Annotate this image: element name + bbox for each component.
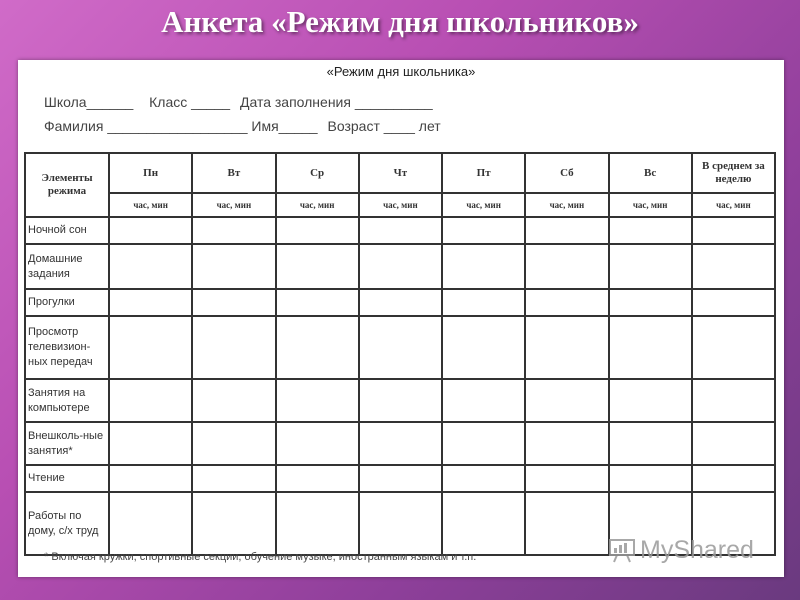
time-cell[interactable] — [192, 492, 275, 555]
unit-header: час, мин — [192, 193, 275, 217]
time-cell[interactable] — [609, 217, 692, 244]
time-cell[interactable] — [525, 244, 608, 289]
time-cell[interactable] — [692, 289, 775, 316]
time-cell[interactable] — [276, 244, 359, 289]
time-cell[interactable] — [525, 217, 608, 244]
schedule-table — [24, 152, 776, 556]
time-cell[interactable] — [192, 422, 275, 465]
time-cell[interactable] — [109, 379, 192, 422]
day-header: Пт — [442, 153, 525, 193]
table-row — [25, 244, 775, 289]
time-cell[interactable] — [109, 217, 192, 244]
time-cell[interactable] — [525, 316, 608, 379]
watermark — [608, 535, 754, 565]
time-cell[interactable] — [359, 492, 442, 555]
time-cell[interactable] — [276, 217, 359, 244]
table-row — [25, 289, 775, 316]
age-field: Возраст ____ лет — [327, 118, 441, 134]
time-cell[interactable] — [442, 244, 525, 289]
time-cell[interactable] — [359, 289, 442, 316]
time-cell[interactable] — [359, 217, 442, 244]
class-field: Класс _____ — [149, 94, 231, 110]
time-cell[interactable] — [276, 379, 359, 422]
row-label: Занятия на компьютере — [25, 379, 109, 422]
time-cell[interactable] — [276, 465, 359, 492]
time-cell[interactable] — [109, 492, 192, 555]
time-cell[interactable] — [109, 422, 192, 465]
row-label: Прогулки — [25, 289, 109, 316]
time-cell[interactable] — [442, 379, 525, 422]
unit-header: час, мин — [442, 193, 525, 217]
day-header: Сб — [525, 153, 608, 193]
time-cell[interactable] — [109, 244, 192, 289]
date-field: Дата заполнения __________ — [239, 94, 433, 110]
school-field: Школа______ — [44, 94, 134, 110]
time-cell[interactable] — [442, 217, 525, 244]
unit-header: час, мин — [359, 193, 442, 217]
table-row — [25, 379, 775, 422]
time-cell[interactable] — [276, 289, 359, 316]
time-cell[interactable] — [692, 244, 775, 289]
time-cell[interactable] — [109, 289, 192, 316]
time-cell[interactable] — [359, 379, 442, 422]
name-field: Имя_____ — [251, 118, 318, 134]
form-line-school — [44, 94, 433, 110]
time-cell[interactable] — [192, 316, 275, 379]
table-row — [25, 422, 775, 465]
time-cell[interactable] — [692, 465, 775, 492]
time-cell[interactable] — [359, 244, 442, 289]
time-cell[interactable] — [442, 492, 525, 555]
time-cell[interactable] — [609, 289, 692, 316]
time-cell[interactable] — [276, 316, 359, 379]
time-cell[interactable] — [276, 422, 359, 465]
row-label: Работы по дому, с/х труд — [25, 492, 109, 555]
time-cell[interactable] — [109, 316, 192, 379]
table-row — [25, 316, 775, 379]
time-cell[interactable] — [525, 465, 608, 492]
time-cell[interactable] — [192, 244, 275, 289]
time-cell[interactable] — [192, 289, 275, 316]
unit-header: час, мин — [276, 193, 359, 217]
time-cell[interactable] — [692, 379, 775, 422]
day-header: Ср — [276, 153, 359, 193]
table-row — [25, 217, 775, 244]
surname-field: Фамилия __________________ — [44, 118, 248, 134]
time-cell[interactable] — [109, 465, 192, 492]
day-header-row — [25, 153, 775, 193]
time-cell[interactable] — [442, 316, 525, 379]
time-cell[interactable] — [276, 492, 359, 555]
time-cell[interactable] — [192, 379, 275, 422]
time-cell[interactable] — [609, 379, 692, 422]
presentation-board-icon — [608, 537, 636, 563]
day-header: Вт — [192, 153, 275, 193]
time-cell[interactable] — [442, 465, 525, 492]
table-row — [25, 465, 775, 492]
time-cell[interactable] — [609, 465, 692, 492]
questionnaire-sheet — [18, 60, 784, 577]
time-cell[interactable] — [692, 217, 775, 244]
unit-header: час, мин — [109, 193, 192, 217]
unit-header-row — [25, 193, 775, 217]
footnote: * Включая кружки, спортивные секции, обучение музыке, иностранным языкам и т.п. — [44, 551, 477, 563]
weekly-average-header: В среднем за неделю — [692, 153, 775, 193]
time-cell[interactable] — [192, 217, 275, 244]
row-label: Просмотр телевизион-ных передач — [25, 316, 109, 379]
time-cell[interactable] — [359, 422, 442, 465]
time-cell[interactable] — [192, 465, 275, 492]
time-cell[interactable] — [442, 289, 525, 316]
time-cell[interactable] — [609, 422, 692, 465]
day-header: Вс — [609, 153, 692, 193]
time-cell[interactable] — [442, 422, 525, 465]
time-cell[interactable] — [609, 244, 692, 289]
form-title: «Режим дня школьника» — [326, 64, 476, 79]
time-cell[interactable] — [525, 289, 608, 316]
time-cell[interactable] — [525, 379, 608, 422]
watermark-text: MyShared — [640, 535, 754, 564]
day-header: Чт — [359, 153, 442, 193]
slide-title: Анкета «Режим дня школьников» — [161, 4, 639, 39]
time-cell[interactable] — [692, 316, 775, 379]
time-cell[interactable] — [525, 492, 608, 555]
unit-header: час, мин — [525, 193, 608, 217]
time-cell[interactable] — [359, 316, 442, 379]
day-header: Пн — [109, 153, 192, 193]
time-cell[interactable] — [692, 422, 775, 465]
unit-header: час, мин — [609, 193, 692, 217]
schedule-table-body — [25, 217, 775, 555]
row-label: Внешколь-ные занятия* — [25, 422, 109, 465]
row-label: Ночной сон — [25, 217, 109, 244]
form-line-name — [44, 118, 441, 134]
corner-header: Элементы режима — [25, 153, 109, 217]
time-cell[interactable] — [525, 422, 608, 465]
unit-header: час, мин — [692, 193, 775, 217]
time-cell[interactable] — [359, 465, 442, 492]
row-label: Чтение — [25, 465, 109, 492]
row-label: Домашние задания — [25, 244, 109, 289]
time-cell[interactable] — [609, 316, 692, 379]
